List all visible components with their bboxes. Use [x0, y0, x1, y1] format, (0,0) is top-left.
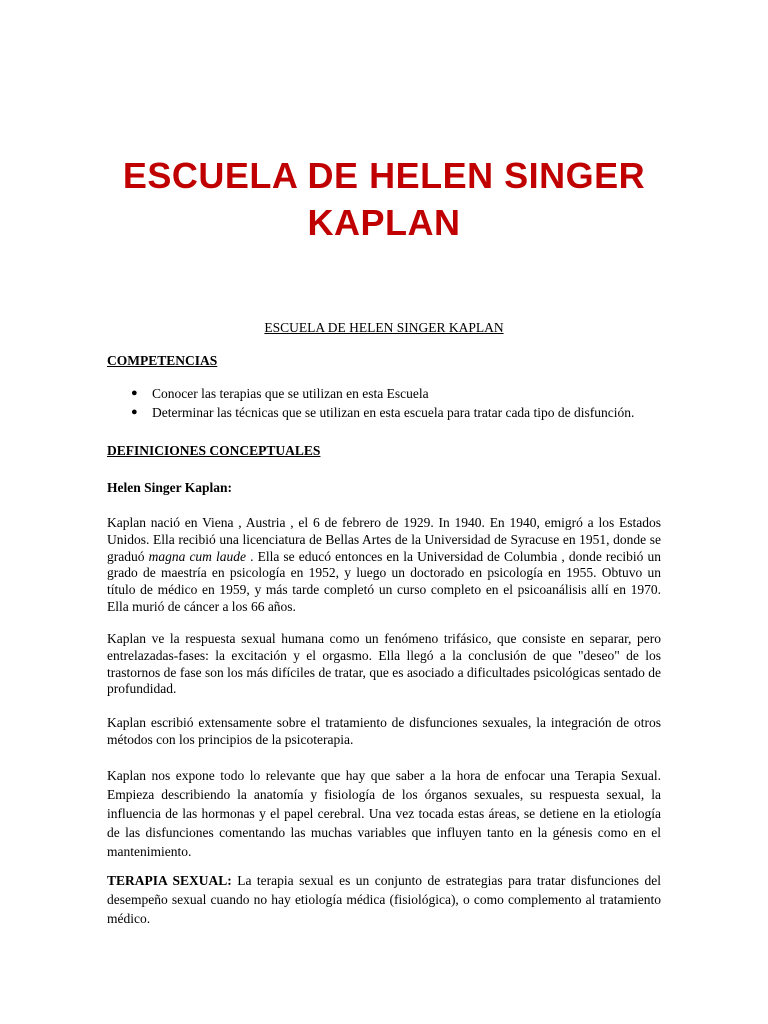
paragraph-triphasic: Kaplan ve la respuesta sexual humana como un fenómeno trifásico, que consiste en separar, pero entrelazadas-fases: la excitación y el orgasmo. Ella llegó a la conclusión de que "deseo" de los trastornos de fase son los más difíciles de tratar, que es asociado a dificultades psicológicas sentado de profundidad.: [107, 631, 661, 697]
paragraph-biography-part-1: Kaplan nació en Viena , Austria , el 6 de febrero de 1929. In 1940. En 1940, emigró a los Estados Unidos. Ella recibió una licenciatura de Bellas Artes de la Universidad de Syracuse en 1951, donde se graduó: [107, 515, 661, 564]
paragraph-writings: Kaplan escribió extensamente sobre el tratamiento de disfunciones sexuales, la integración de otros métodos con los principios de la psicoterapia.: [107, 715, 661, 747]
list-item: [107, 384, 667, 403]
paragraph-sex-therapy: [107, 871, 661, 928]
bullet-icon: ●: [131, 387, 138, 399]
paragraph-sex-therapy-lead: TERAPIA SEXUAL:: [107, 873, 232, 888]
bullet-icon: ●: [131, 406, 138, 418]
definiciones-heading: DEFINICIONES CONCEPTUALES: [107, 443, 321, 458]
document-subtitle-text: ESCUELA DE HELEN SINGER KAPLAN: [264, 320, 504, 335]
paragraph-biography: [107, 515, 661, 616]
paragraph-therapy-overview: Kaplan nos expone todo lo relevante que hay que saber a la hora de enfocar una Terapia Sexual. Empieza describiendo la anatomía y fisiología de los órganos sexuales, su respuesta sexual, la influencia de las hormonas y el papel cerebral. Una vez tocada estas áreas, se detiene en la etiología de las disfunciones comentando las muchas variables que influyen tanto en la génesis como en el mantenimiento.: [107, 768, 661, 859]
document-subtitle: [107, 320, 661, 336]
competencias-heading: COMPETENCIAS: [107, 353, 218, 368]
document-title: [60, 152, 708, 246]
list-item-text: Determinar las técnicas que se utilizan en esta escuela para tratar cada tipo de disfunción.: [152, 405, 635, 420]
list-item-text: Conocer las terapias que se utilizan en esta Escuela: [152, 386, 429, 401]
competencias-list: [107, 384, 667, 422]
document-title-line-1: ESCUELA DE HELEN SINGER: [122, 155, 646, 196]
paragraph-biography-part-2: . Ella se educó entonces en la Universidad de Columbia , donde recibió un grado de maestría en psicología en 1952, y luego un doctorado en psicología en 1955. Obtuvo un título de médico en 1959, y más tarde completó un curso completo en el psicoanálisis allí en 1970. Ella murió de cáncer a los 66 años.: [107, 548, 662, 614]
paragraph-biography-italic: magna cum laude: [148, 548, 247, 564]
list-item: [107, 403, 667, 422]
document-title-line-2: KAPLAN: [307, 202, 461, 243]
paragraph-sex-therapy-text: La terapia sexual es un conjunto de estrategias para tratar disfunciones del desempeño sexual cuando no hay etiología médica (fisiológica), o como complemento al tratamiento médico.: [107, 873, 661, 926]
person-heading: Helen Singer Kaplan:: [107, 480, 233, 495]
